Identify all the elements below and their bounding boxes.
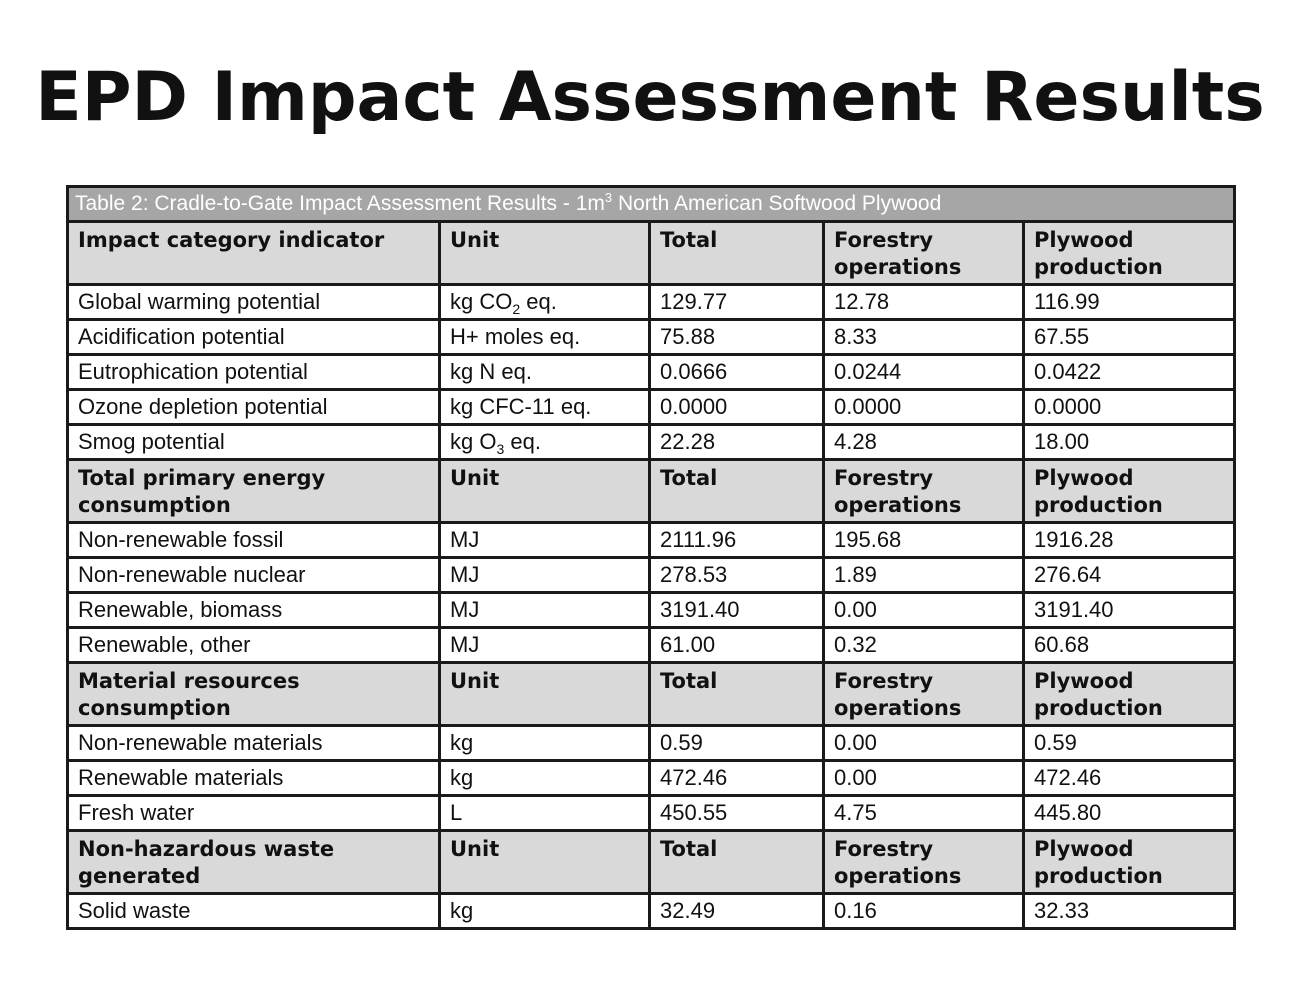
cell-forestry: 12.78: [824, 285, 1024, 320]
table-row: [68, 761, 1235, 796]
caption-prefix: Table 2: Cradle-to-Gate Impact Assessment Results - 1m: [75, 192, 605, 215]
table-row: [68, 894, 1235, 929]
header-cell-total: Total: [650, 222, 824, 285]
cell-total: 0.0000: [650, 390, 824, 425]
cell-forestry: 0.0244: [824, 355, 1024, 390]
header-cell-forestry: Forestry operations: [824, 831, 1024, 894]
cell-unit: [440, 628, 650, 663]
cell-forestry: 0.0000: [824, 390, 1024, 425]
cell-indicator: Smog potential: [68, 425, 440, 460]
cell-plywood: 18.00: [1024, 425, 1235, 460]
cell-indicator: Ozone depletion potential: [68, 390, 440, 425]
cell-indicator: Renewable materials: [68, 761, 440, 796]
unit-text: MJ: [450, 597, 480, 622]
cell-unit: [440, 523, 650, 558]
header-cell-total: Total: [650, 831, 824, 894]
header-cell-indicator: Impact category indicator: [68, 222, 440, 285]
header-cell-plywood: Plywood production: [1024, 663, 1235, 726]
cell-plywood: 0.59: [1024, 726, 1235, 761]
cell-forestry: 0.00: [824, 593, 1024, 628]
header-cell-forestry: Forestry operations: [824, 663, 1024, 726]
cell-total: 3191.40: [650, 593, 824, 628]
unit-text: kg O: [450, 429, 497, 454]
cell-total: 129.77: [650, 285, 824, 320]
unit-text: kg N eq.: [450, 359, 532, 384]
table-caption: [68, 187, 1235, 222]
table-row: [68, 320, 1235, 355]
cell-indicator: Non-renewable nuclear: [68, 558, 440, 593]
cell-total: 472.46: [650, 761, 824, 796]
unit-text: kg: [450, 730, 474, 755]
table-row: [68, 726, 1235, 761]
cell-unit: [440, 726, 650, 761]
section-header-row: [68, 222, 1235, 285]
cell-plywood: 0.0422: [1024, 355, 1235, 390]
table-row: [68, 285, 1235, 320]
table-row: [68, 558, 1235, 593]
header-cell-indicator: Non-hazardous waste generated: [68, 831, 440, 894]
cell-total: 278.53: [650, 558, 824, 593]
section-header-row: [68, 460, 1235, 523]
cell-plywood: 445.80: [1024, 796, 1235, 831]
unit-text: MJ: [450, 527, 480, 552]
unit-text: L: [450, 800, 463, 825]
unit-subscript: 3: [496, 441, 505, 457]
header-cell-unit: Unit: [440, 222, 650, 285]
unit-text: MJ: [450, 632, 480, 657]
unit-text: H+ moles eq.: [450, 324, 581, 349]
cell-total: 22.28: [650, 425, 824, 460]
cell-forestry: 4.75: [824, 796, 1024, 831]
cell-indicator: Acidification potential: [68, 320, 440, 355]
table-row: [68, 628, 1235, 663]
cell-unit: [440, 894, 650, 929]
cell-indicator: Eutrophication potential: [68, 355, 440, 390]
header-cell-indicator: Material resources consumption: [68, 663, 440, 726]
cell-plywood: 3191.40: [1024, 593, 1235, 628]
cell-forestry: 8.33: [824, 320, 1024, 355]
unit-text: kg CO: [450, 289, 513, 314]
cell-indicator: Non-renewable materials: [68, 726, 440, 761]
table-row: [68, 523, 1235, 558]
section-header-row: [68, 831, 1235, 894]
cell-forestry: 0.00: [824, 761, 1024, 796]
header-cell-plywood: Plywood production: [1024, 460, 1235, 523]
section-header-row: [68, 663, 1235, 726]
cell-plywood: 472.46: [1024, 761, 1235, 796]
cell-plywood: 1916.28: [1024, 523, 1235, 558]
cell-total: 75.88: [650, 320, 824, 355]
header-cell-plywood: Plywood production: [1024, 222, 1235, 285]
cell-unit: [440, 390, 650, 425]
cell-unit: [440, 355, 650, 390]
header-cell-forestry: Forestry operations: [824, 222, 1024, 285]
cell-plywood: 276.64: [1024, 558, 1235, 593]
cell-plywood: 32.33: [1024, 894, 1235, 929]
page-title: EPD Impact Assessment Results: [35, 58, 1265, 137]
cell-unit: [440, 796, 650, 831]
impact-results-table: [66, 185, 1236, 930]
table-caption-row: [68, 187, 1235, 222]
cell-total: 61.00: [650, 628, 824, 663]
table-row: [68, 425, 1235, 460]
cell-total: 32.49: [650, 894, 824, 929]
unit-text: kg: [450, 898, 474, 923]
cell-unit: [440, 285, 650, 320]
table-row: [68, 593, 1235, 628]
cell-forestry: 4.28: [824, 425, 1024, 460]
header-cell-unit: Unit: [440, 663, 650, 726]
cell-indicator: Non-renewable fossil: [68, 523, 440, 558]
cell-forestry: 0.32: [824, 628, 1024, 663]
cell-unit: [440, 320, 650, 355]
cell-unit: [440, 593, 650, 628]
table-row: [68, 390, 1235, 425]
table-row: [68, 796, 1235, 831]
cell-plywood: 0.0000: [1024, 390, 1235, 425]
header-cell-forestry: Forestry operations: [824, 460, 1024, 523]
cell-unit: [440, 558, 650, 593]
cell-total: 0.59: [650, 726, 824, 761]
unit-suffix: eq.: [504, 429, 541, 454]
cell-indicator: Global warming potential: [68, 285, 440, 320]
unit-text: kg CFC-11 eq.: [450, 394, 592, 419]
cell-indicator: Solid waste: [68, 894, 440, 929]
header-cell-total: Total: [650, 663, 824, 726]
unit-text: MJ: [450, 562, 480, 587]
cell-plywood: 116.99: [1024, 285, 1235, 320]
header-cell-unit: Unit: [440, 831, 650, 894]
cell-total: 2111.96: [650, 523, 824, 558]
header-cell-plywood: Plywood production: [1024, 831, 1235, 894]
cell-forestry: 0.00: [824, 726, 1024, 761]
cell-unit: [440, 761, 650, 796]
cell-indicator: Fresh water: [68, 796, 440, 831]
cell-total: 450.55: [650, 796, 824, 831]
table-row: [68, 355, 1235, 390]
cell-forestry: 0.16: [824, 894, 1024, 929]
cell-indicator: Renewable, biomass: [68, 593, 440, 628]
caption-suffix: North American Softwood Plywood: [612, 192, 942, 215]
caption-superscript: 3: [604, 190, 613, 205]
unit-subscript: 2: [512, 301, 521, 317]
unit-text: kg: [450, 765, 474, 790]
header-cell-unit: Unit: [440, 460, 650, 523]
cell-unit: [440, 425, 650, 460]
cell-forestry: 1.89: [824, 558, 1024, 593]
cell-indicator: Renewable, other: [68, 628, 440, 663]
unit-suffix: eq.: [520, 289, 557, 314]
cell-plywood: 60.68: [1024, 628, 1235, 663]
header-cell-total: Total: [650, 460, 824, 523]
cell-forestry: 195.68: [824, 523, 1024, 558]
cell-total: 0.0666: [650, 355, 824, 390]
header-cell-indicator: Total primary energy consumption: [68, 460, 440, 523]
cell-plywood: 67.55: [1024, 320, 1235, 355]
